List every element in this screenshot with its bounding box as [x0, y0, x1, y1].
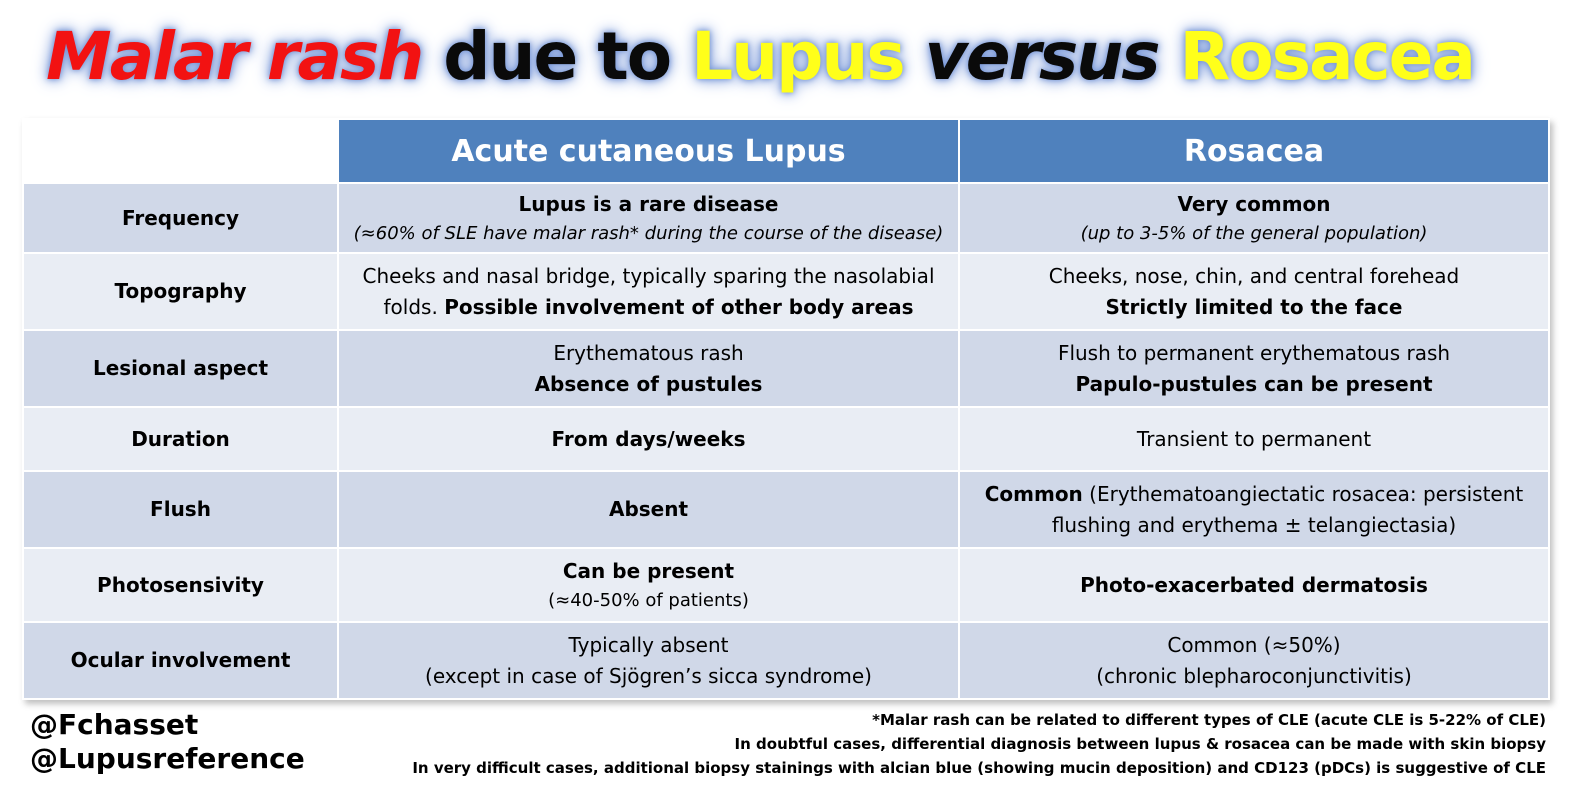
row-lesional-aspect: [23, 330, 1549, 407]
cell-rosacea-frequency: [959, 183, 1549, 253]
cell-rosacea-duration: [959, 407, 1549, 471]
cell-sub-text: (≈60% of SLE have malar rash* during the course of the disease): [353, 222, 944, 244]
cell-text: Transient to permanent: [1136, 426, 1372, 451]
row-label: Topography: [23, 253, 338, 330]
cell-main-text: Lupus is a rare disease: [518, 191, 779, 216]
header-rosacea: Rosacea: [959, 119, 1549, 183]
footnote-3: In very difficult cases, additional biopsy stainings with alcian blue (showing mucin deposition) and CD123 (pDCs) is suggestive of CLE: [412, 759, 1546, 777]
table-header-row: [23, 119, 1549, 183]
cell-text: Common (≈50%): [1167, 632, 1341, 657]
title-versus: versus: [903, 18, 1180, 95]
footnotes: [412, 708, 1546, 780]
handle-fchasset: @Fchasset: [30, 708, 199, 741]
cell-lupus-flush: [338, 471, 959, 548]
cell-text: Erythematous rash: [553, 340, 744, 365]
cell-bold-text: Common: [984, 481, 1083, 506]
author-handles: [30, 708, 305, 776]
cell-rosacea-lesional: [959, 330, 1549, 407]
cell-bold-text: Strictly limited to the face: [1105, 294, 1403, 319]
cell-main-text: Very common: [1177, 191, 1331, 216]
cell-bold-text: From days/weeks: [551, 426, 746, 451]
cell-bold-text: Possible involvement of other body areas: [444, 294, 914, 319]
cell-text: (Erythematoangiectatic rosacea: persistent flushing and erythema ± telangiectasia): [1051, 481, 1524, 537]
cell-rosacea-photosensivity: [959, 548, 1549, 622]
cell-bold-text: Photo-exacerbated dermatosis: [1080, 572, 1428, 597]
title-rosacea: Rosacea: [1179, 18, 1474, 95]
row-label: Frequency: [23, 183, 338, 253]
cell-main-text: Can be present: [562, 558, 735, 583]
row-duration: [23, 407, 1549, 471]
comparison-table: [22, 118, 1550, 700]
cell-text: Flush to permanent erythematous rash: [1057, 340, 1451, 365]
cell-text: Cheeks and nasal bridge, typically sparing the nasolabial folds.: [362, 263, 935, 319]
row-frequency: [23, 183, 1549, 253]
row-ocular-involvement: [23, 622, 1549, 699]
cell-bold-text: Papulo-pustules can be present: [1075, 371, 1433, 396]
cell-sub-text: (≈40-50% of patients): [548, 589, 749, 611]
cell-rosacea-topography: [959, 253, 1549, 330]
title-malar-rash: Malar rash: [46, 18, 423, 95]
cell-sub-text: (up to 3-5% of the general population): [1080, 222, 1428, 244]
row-photosensivity: [23, 548, 1549, 622]
header-lupus: Acute cutaneous Lupus: [338, 119, 959, 183]
cell-rosacea-flush: [959, 471, 1549, 548]
cell-bold-text: Absence of pustules: [534, 371, 763, 396]
row-topography: [23, 253, 1549, 330]
cell-text: Cheeks, nose, chin, and central forehead: [1048, 263, 1460, 288]
row-label: Lesional aspect: [23, 330, 338, 407]
footnote-1: *Malar rash can be related to different types of CLE (acute CLE is 5-22% of CLE): [872, 711, 1546, 729]
row-label: Photosensivity: [23, 548, 338, 622]
cell-rosacea-ocular: [959, 622, 1549, 699]
cell-bold-text: Absent: [608, 497, 689, 521]
footnote-2: In doubtful cases, differential diagnosis between lupus & rosacea can be made with skin biopsy: [734, 735, 1546, 753]
row-label: Flush: [23, 471, 338, 548]
title-lupus: Lupus: [691, 18, 904, 95]
cell-lupus-topography: [338, 253, 959, 330]
cell-lupus-lesional: [338, 330, 959, 407]
handle-lupusreference: @Lupusreference: [30, 742, 305, 775]
row-label: Ocular involvement: [23, 622, 338, 699]
cell-lupus-duration: [338, 407, 959, 471]
cell-lupus-ocular: [338, 622, 959, 699]
cell-text: Typically absent: [568, 632, 729, 657]
cell-text: (chronic blepharoconjunctivitis): [1096, 663, 1412, 688]
title-due-to: due to: [422, 18, 692, 95]
row-label: Duration: [23, 407, 338, 471]
row-flush: [23, 471, 1549, 548]
cell-lupus-frequency: [338, 183, 959, 253]
cell-text: (except in case of Sjögren’s sicca syndrome): [425, 663, 872, 688]
page-title: [0, 12, 1520, 102]
header-corner-cell: [23, 119, 338, 183]
cell-lupus-photosensivity: [338, 548, 959, 622]
